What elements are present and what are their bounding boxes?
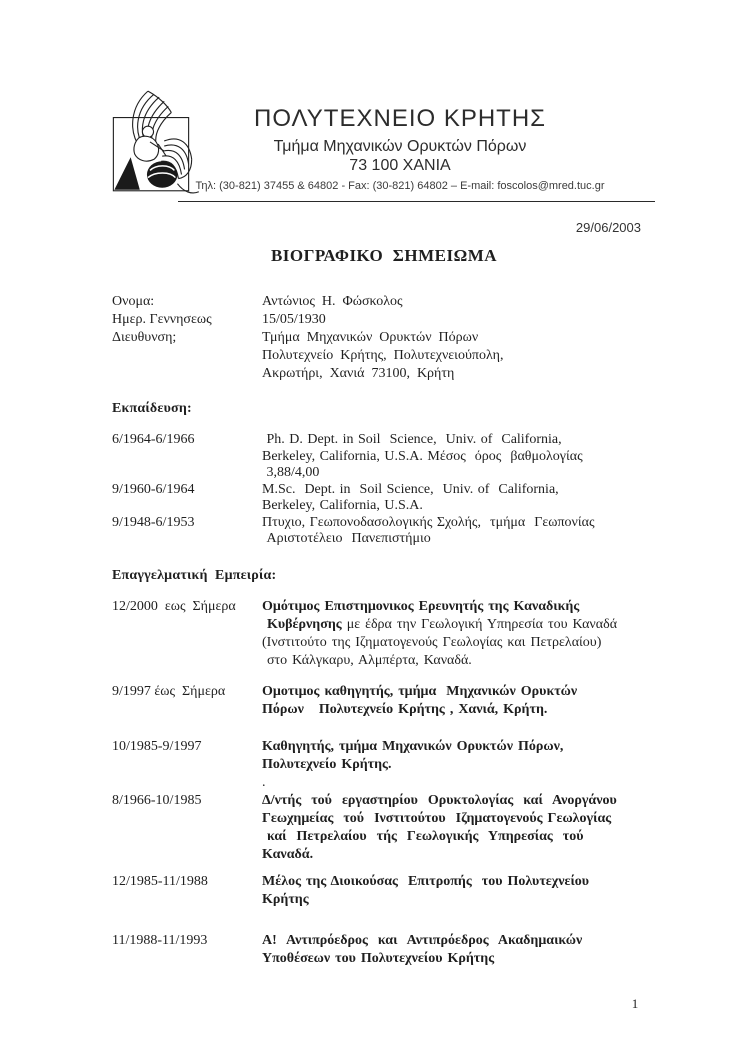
text-line: Ομοτιμος καθηγητής, τμήμα Μηχανικών Ορυκτών [262, 683, 578, 699]
text-line: Πτυχιο, Γεωπονοδασολογικής Σχολής, τμήμα Γεωπονίας [262, 514, 595, 530]
cv-entry-period: 6/1964-6/1966 [112, 432, 195, 447]
cv-entry-period: 9/1948-6/1953 [112, 514, 195, 530]
text-line: Αντώνιος Η. Φώσκολος [262, 294, 403, 309]
cv-entry-description [262, 432, 664, 482]
text-line: Κυβέρνησης με έδρα την Γεωλογική Υπηρεσία του Καναδά [262, 616, 618, 632]
document-date: 29/06/2003 [575, 220, 641, 235]
experience-entries [112, 598, 664, 968]
cv-entry [112, 873, 664, 909]
cv-entry-period: 9/1960-6/1964 [112, 481, 195, 497]
personal-row-value [262, 329, 664, 383]
cv-entry [112, 598, 664, 670]
cv-entry [112, 482, 664, 515]
text-line: Τμήμα Μηχανικών Ορυκτών Πόρων [262, 330, 479, 345]
personal-info [112, 293, 664, 383]
personal-row-value [262, 293, 664, 311]
cv-entry-period: 9/1997 έως Σήμερα [112, 683, 226, 699]
text-line: M.Sc. Dept. in Soil Science, Univ. of California, [262, 481, 559, 497]
university-name: ΠΟΛΥΤΕΧΝΕΙΟ ΚΡΗΤΗΣ [253, 105, 547, 132]
cv-entry-period: 8/1966-10/1985 [112, 792, 202, 808]
cv-sections [112, 400, 664, 968]
text-line: (Ινστιτούτο της Ιζηματογενούς Γεωλογίας και Πετρελαίου) [262, 634, 602, 650]
cv-entry-period: 11/1988-11/1993 [112, 932, 208, 948]
text-line: . [262, 774, 266, 790]
personal-row-label: Ονομα: [112, 294, 155, 309]
personal-row-label: Ημερ. Γεννησεως [112, 312, 212, 327]
text-line: Κρήτης [262, 891, 309, 907]
text-line: Πόρων Πολυτεχνείο Κρήτης , Χανιά, Κρήτη. [262, 701, 548, 717]
section-heading-experience: Επαγγελματική Εμπειρία: [112, 567, 277, 583]
personal-row [112, 311, 664, 329]
text-line: Δ/ντής τού εργαστηρίου Ορυκτολογίας καί Ανοργάνου [262, 792, 617, 808]
personal-row [112, 329, 664, 383]
document-title: ΒΙΟΓΡΑΦΙΚΟ ΣΗΜΕΙΩΜΑ [270, 246, 498, 265]
text-line: Ph. D. Dept. in Soil Science, Univ. of California, [262, 432, 562, 447]
section-heading-education: Εκπαίδευση: [112, 401, 192, 416]
text-line: Καναδά. [262, 846, 314, 862]
personal-row [112, 293, 664, 311]
text-line: καί Πετρελαίου τής Γεωλογικής Υπηρεσίας τού [262, 828, 584, 844]
personal-row-value [262, 311, 664, 329]
letterhead [168, 104, 632, 193]
cv-entry-period: 12/2000 εως Σήμερα [112, 598, 236, 614]
cv-entry-description [262, 792, 664, 864]
postal-city: 73 100 ΧΑΝΙΑ [349, 157, 451, 174]
cv-entry-description [262, 932, 664, 968]
text-line: Πολυτεχνείο Κρήτης, Πολυτεχνειούπολη, [262, 348, 504, 363]
text-line: Μέλος της Διοικούσας Επιτροπής του Πολυτεχνείου [262, 873, 590, 889]
letterhead-rule [178, 201, 655, 202]
text-line: Ακρωτήρι, Χανιά 73100, Κρήτη [262, 366, 455, 381]
text-line: Γεωχημείας τού Ινστιτούτου Ιζηματογενούς Γεωλογίας [262, 810, 612, 826]
text-line: Berkeley, California, U.S.A. [262, 498, 423, 513]
text-line: Α! Αντιπρόεδρος και Αντιπρόεδρος Ακαδημαικών [262, 932, 583, 948]
cv-entry-description [262, 598, 664, 670]
cv-entry-description [262, 873, 664, 909]
cv-entry [112, 792, 664, 864]
cv-entry-period: 12/1985-11/1988 [112, 873, 208, 889]
text-line: Berkeley, California, U.S.A. Μέσος όρος βαθμολογίας [262, 448, 583, 464]
text-line: Αριστοτέλειο Πανεπιστήμιο [262, 531, 431, 546]
cv-entry [112, 515, 664, 548]
cv-entry-description [262, 482, 664, 515]
cv-entry [112, 432, 664, 482]
cv-entry [112, 932, 664, 968]
text-line: Πολυτεχνείο Κρήτης. [262, 756, 392, 772]
education-entries [112, 432, 664, 548]
text-line: Ομότιμος Επιστημονικος Ερευνητής της Καναδικής [262, 598, 580, 614]
personal-row-label: Διευθυνση; [112, 330, 177, 345]
text-line: Καθηγητής, τμήμα Μηχανικών Ορυκτών Πόρων, [262, 738, 564, 754]
cv-entry-description [262, 683, 664, 719]
text-line: Υποθέσεων του Πολυτεχνείου Κρήτης [262, 950, 495, 966]
contact-line: Τηλ: (30-821) 37455 & 64802 - Fax: (30-821) 64802 – E-mail: foscolos@mred.tuc.gr [195, 180, 605, 192]
page-number: 1 [631, 996, 639, 1011]
cv-entry [112, 683, 664, 719]
cv-entry-period: 10/1985-9/1997 [112, 738, 202, 754]
cv-entry-description [262, 738, 664, 792]
cv-entry-description [262, 515, 664, 548]
cv-entry [112, 738, 664, 792]
department-name: Τμήμα Μηχανικών Ορυκτών Πόρων [273, 138, 527, 155]
cv-body [112, 293, 664, 981]
text-line: στο Κάλγκαρυ, Αλμπέρτα, Καναδά. [262, 652, 472, 668]
text-line: 3,88/4,00 [262, 465, 320, 480]
text-line: 15/05/1930 [262, 312, 326, 327]
